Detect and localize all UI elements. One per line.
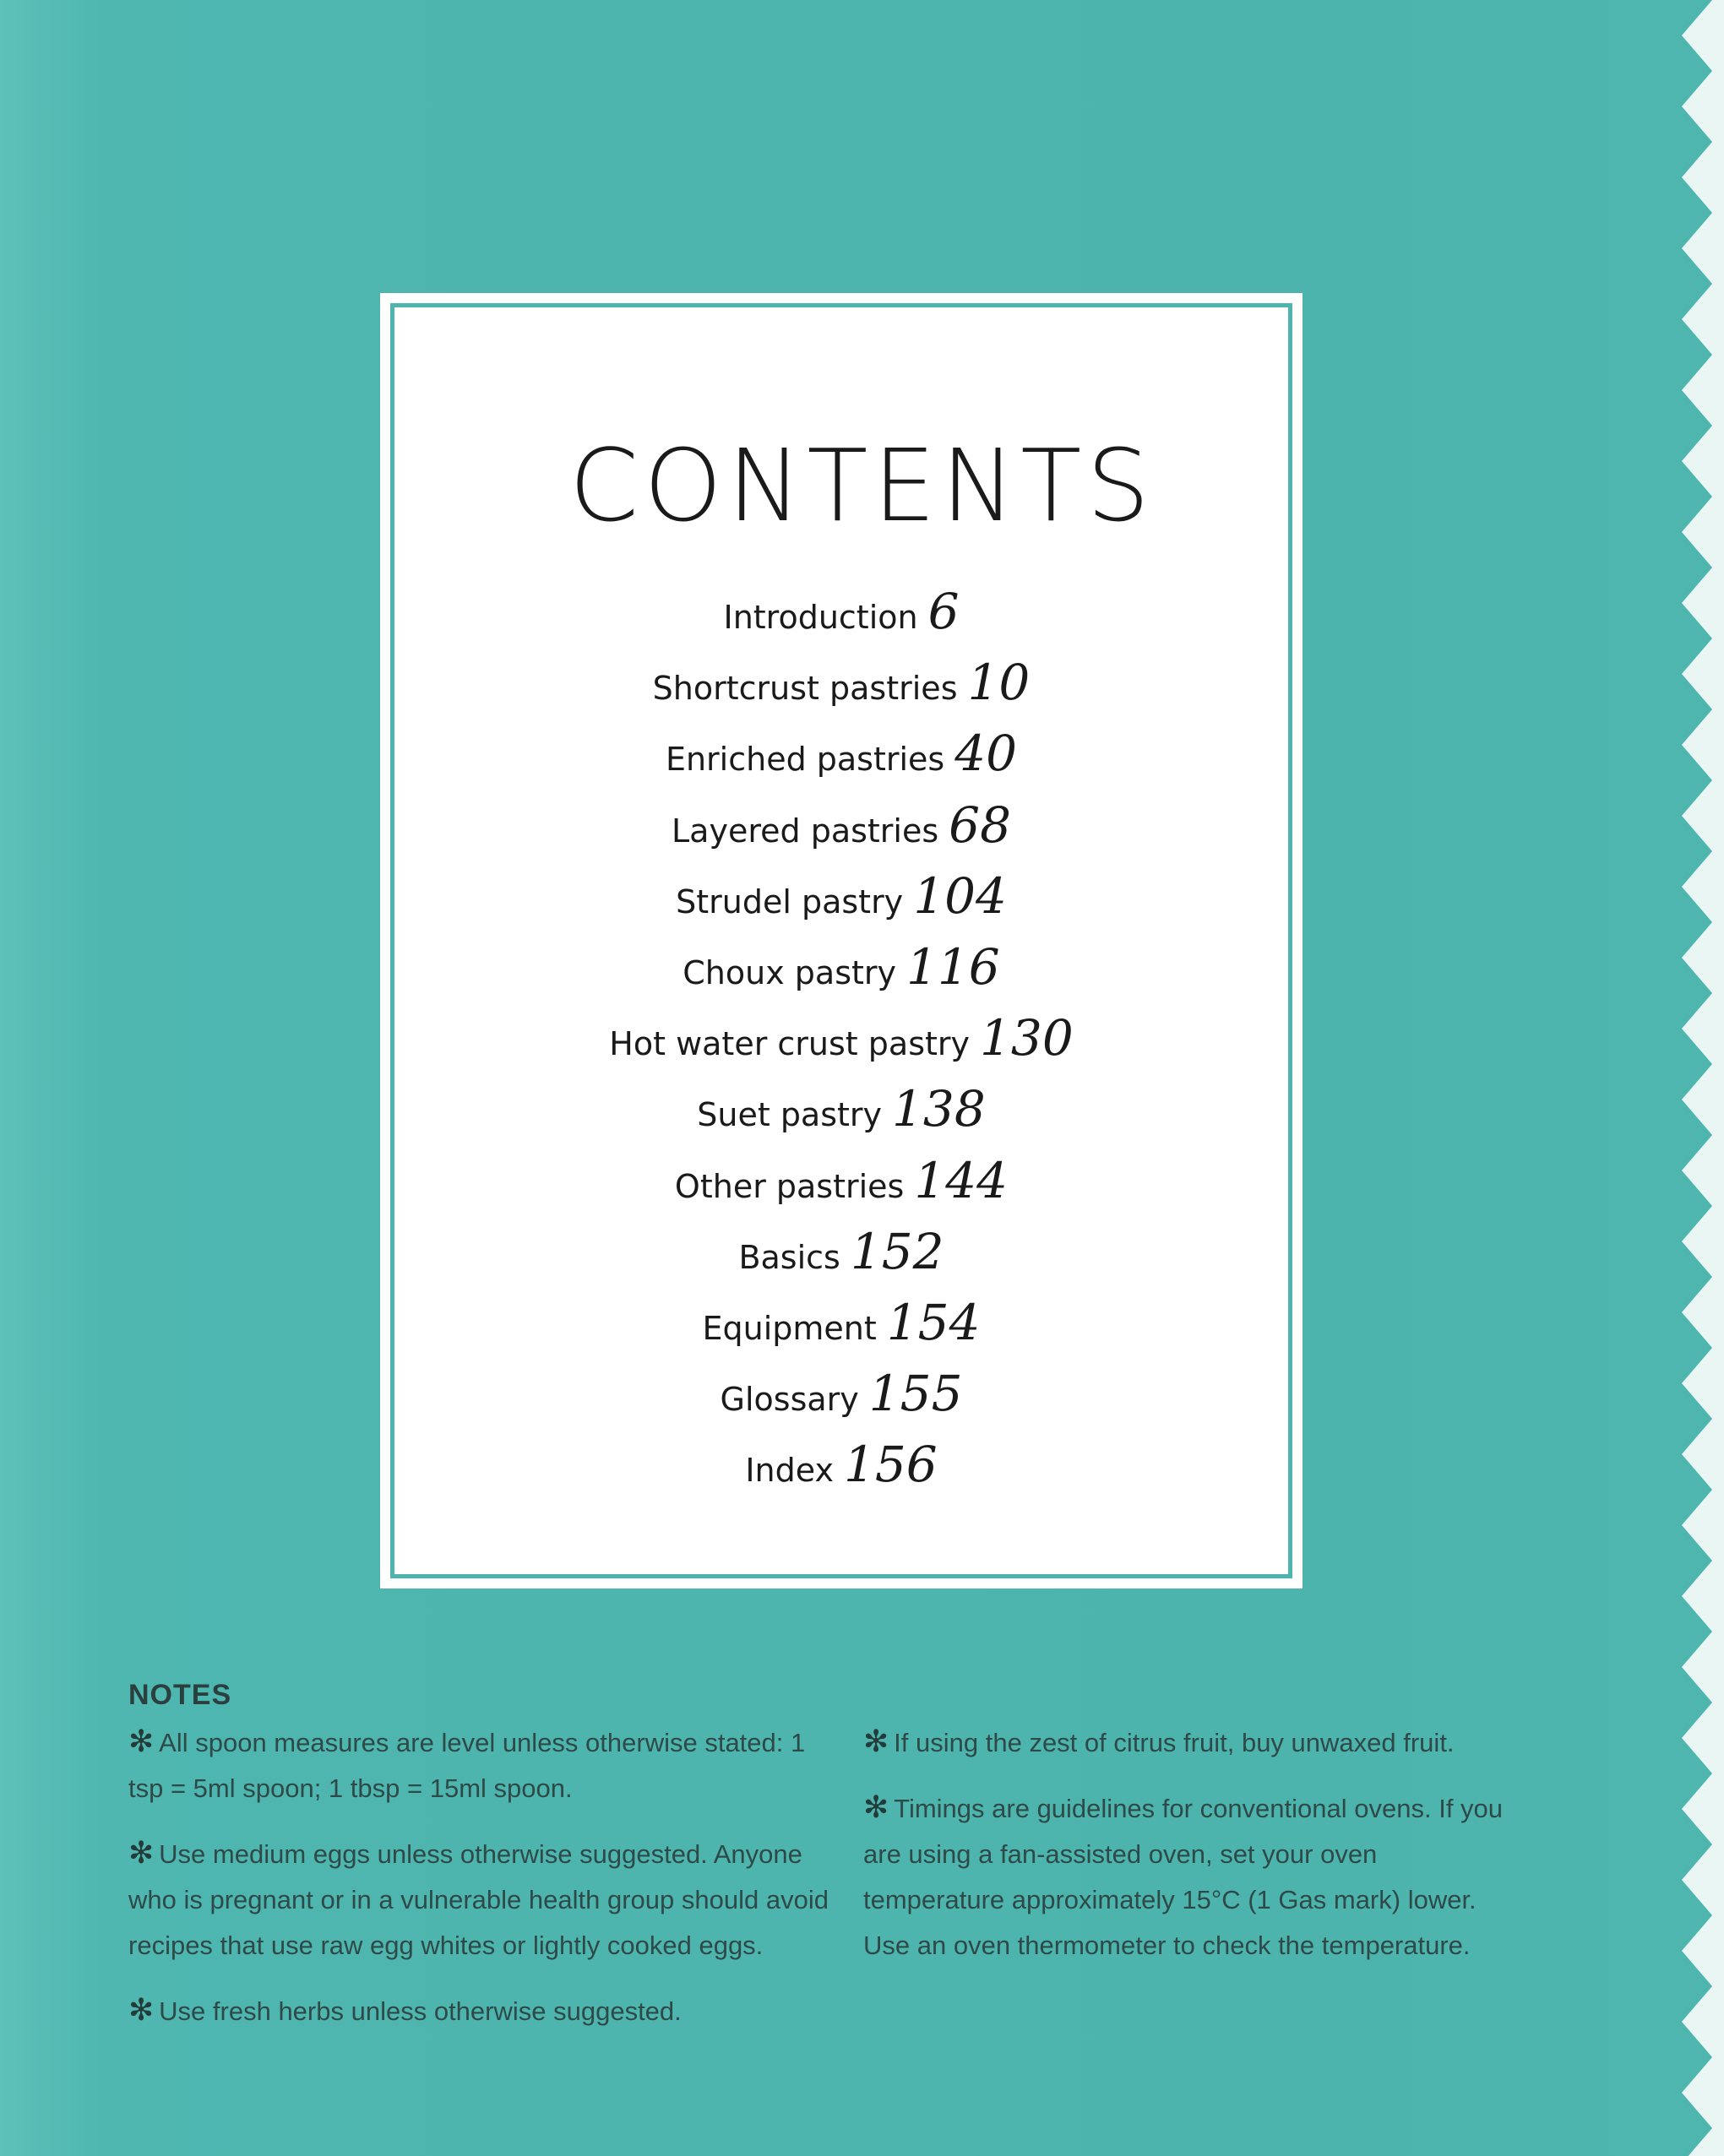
- toc-entry-page-number: 152: [850, 1222, 944, 1280]
- toc-entry-label: Suet pastry: [697, 1096, 883, 1134]
- notes-heading: NOTES: [128, 1679, 232, 1711]
- note-text: Use fresh herbs unless otherwise suggested.: [159, 1996, 682, 2026]
- toc-entry-enriched-pastries[interactable]: [380, 725, 1303, 796]
- toc-entry-label: Hot water crust pastry: [609, 1025, 971, 1063]
- toc-entry-suet-pastry[interactable]: [380, 1080, 1303, 1151]
- toc-entry-choux-pastry[interactable]: [380, 938, 1303, 1009]
- toc-entry-basics[interactable]: [380, 1223, 1303, 1294]
- toc-entry-page-number: 40: [954, 725, 1018, 783]
- toc-entry-introduction[interactable]: [380, 583, 1303, 654]
- toc-entry-page-number: 138: [892, 1080, 986, 1138]
- toc-entry-equipment[interactable]: [380, 1294, 1303, 1365]
- toc-entry-page-number: 6: [927, 583, 960, 640]
- toc-entry-label: Layered pastries: [672, 812, 939, 850]
- note-citrus-zest: [863, 1719, 1522, 1766]
- toc-entry-label: Basics: [738, 1238, 840, 1276]
- note-herbs: [128, 1988, 846, 2034]
- toc-entry-page-number: 68: [949, 796, 1011, 854]
- toc-list: [380, 583, 1303, 1507]
- note-spoon-measures: [128, 1719, 846, 1811]
- note-eggs: [128, 1831, 846, 1969]
- toc-entry-label: Shortcrust pastries: [652, 670, 958, 708]
- toc-entry-label: Strudel pastry: [676, 882, 904, 921]
- zigzag-edge-decoration: [1665, 0, 1724, 2156]
- toc-entry-shortcrust-pastries[interactable]: [380, 654, 1303, 725]
- asterisk-icon: ✻: [128, 1724, 155, 1759]
- note-text: Use medium eggs unless otherwise suggested. Anyone who is pregnant or in a vulnerable health group should avoid recipes that use raw egg whites or lightly cooked eggs.: [128, 1839, 829, 1960]
- toc-entry-page-number: 104: [913, 866, 1007, 925]
- toc-entry-other-pastries[interactable]: [380, 1152, 1303, 1223]
- toc-entry-page-number: 155: [868, 1365, 963, 1423]
- note-text: All spoon measures are level unless otherwise stated: 1 tsp = 5ml spoon; 1 tbsp = 15ml spoon.: [128, 1728, 806, 1803]
- toc-entry-layered-pastries[interactable]: [380, 796, 1303, 867]
- toc-entry-hot-water-crust-pastry[interactable]: [380, 1009, 1303, 1080]
- toc-entry-page-number: 144: [914, 1151, 1009, 1209]
- toc-entry-page-number: 116: [906, 937, 1000, 996]
- toc-entry-page-number: 154: [886, 1293, 981, 1351]
- toc-entry-label: Glossary: [720, 1381, 859, 1419]
- toc-entry-label: Enriched pastries: [665, 741, 945, 779]
- asterisk-icon: ✻: [128, 1993, 155, 2028]
- note-oven-timings: [863, 1785, 1522, 1969]
- toc-entry-page-number: 10: [967, 654, 1031, 712]
- contents-title: CONTENTS: [568, 427, 1156, 544]
- toc-entry-index[interactable]: [380, 1436, 1303, 1507]
- toc-entry-label: Index: [745, 1452, 834, 1490]
- asterisk-icon: ✻: [863, 1724, 889, 1759]
- note-text: Timings are guidelines for conventional ovens. If you are using a fan-assisted oven, set your oven temperature approximately 15°C (1 Gas mark) lower. Use an oven thermometer to check the temperature.: [863, 1794, 1504, 1960]
- asterisk-icon: ✻: [863, 1790, 889, 1825]
- note-text: If using the zest of citrus fruit, buy unwaxed fruit.: [894, 1728, 1455, 1757]
- toc-entry-label: Other pastries: [674, 1167, 905, 1205]
- asterisk-icon: ✻: [128, 1836, 155, 1871]
- toc-entry-label: Introduction: [723, 599, 918, 636]
- toc-entry-label: Choux pastry: [683, 953, 896, 991]
- toc-entry-glossary[interactable]: [380, 1365, 1303, 1436]
- toc-entry-label: Equipment: [702, 1309, 877, 1347]
- toc-entry-page-number: 130: [980, 1009, 1074, 1067]
- toc-entry-page-number: 156: [843, 1436, 938, 1494]
- toc-entry-strudel-pastry[interactable]: [380, 867, 1303, 938]
